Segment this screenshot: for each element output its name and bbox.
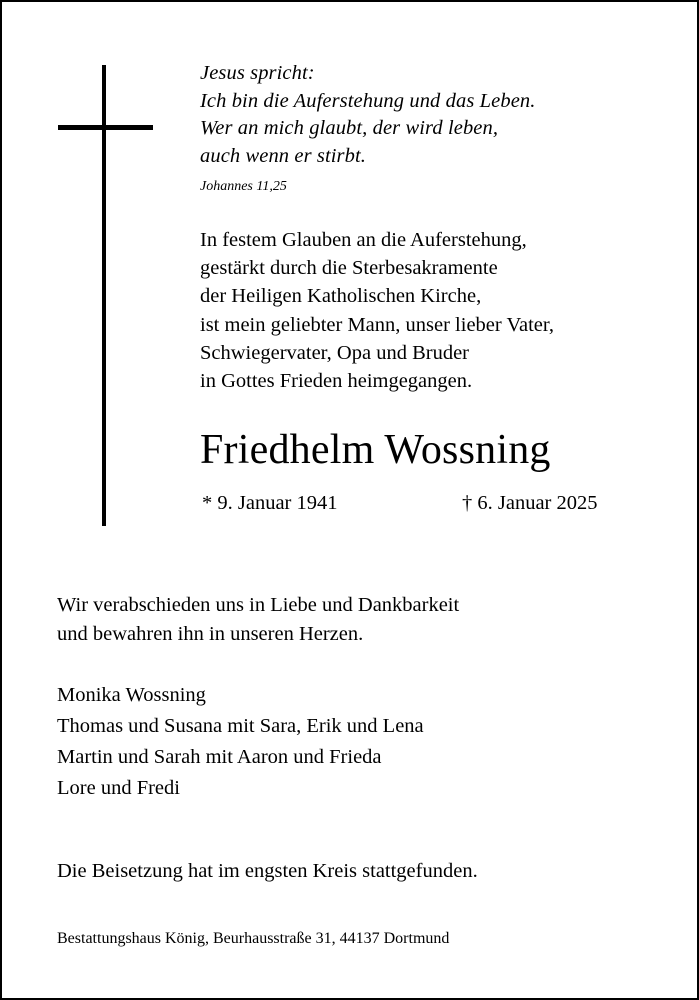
farewell-message — [57, 591, 657, 648]
faith-statement — [200, 226, 660, 395]
survivor-line: Thomas und Susana mit Sara, Erik und Lena — [57, 715, 424, 737]
life-dates — [200, 490, 660, 516]
upper-content-column — [200, 60, 660, 516]
farewell-line: Wir verabschieden uns in Liebe und Dankbarkeit — [57, 594, 460, 616]
cross-horizontal-bar — [58, 125, 153, 130]
lower-content-column — [57, 591, 657, 950]
scripture-line: auch wenn er stirbt. — [200, 144, 366, 167]
faith-statement-line: In festem Glauben an die Auferstehung, — [200, 229, 527, 251]
scripture-quote — [200, 60, 660, 170]
birth-date: * 9. Januar 1941 — [202, 492, 338, 515]
scripture-line: Wer an mich glaubt, der wird leben, — [200, 117, 499, 139]
survivor-line: Martin und Sarah mit Aaron und Frieda — [57, 746, 382, 768]
faith-statement-line: ist mein geliebter Mann, unser lieber Vater, — [200, 313, 555, 336]
scripture-citation: Johannes 11,25 — [200, 179, 287, 194]
deceased-name: Friedhelm Wossning — [200, 427, 551, 474]
funeral-home-info: Bestattungshaus König, Beurhausstraße 31, 44137 Dortmund — [57, 930, 450, 947]
faith-statement-line: Schwiegervater, Opa und Bruder — [200, 341, 470, 364]
survivors-list — [57, 680, 657, 804]
survivor-line: Lore und Fredi — [57, 777, 180, 799]
christian-cross-icon — [2, 2, 202, 562]
farewell-line: und bewahren ihn in unseren Herzen. — [57, 622, 364, 645]
scripture-line: Jesus spricht: — [200, 62, 315, 84]
faith-statement-line: der Heiligen Katholischen Kirche, — [200, 285, 482, 308]
faith-statement-line: in Gottes Frieden heimgegangen. — [200, 370, 473, 393]
scripture-line: Ich bin die Auferstehung und das Leben. — [200, 89, 536, 112]
faith-statement-line: gestärkt durch die Sterbesakramente — [200, 257, 498, 280]
survivor-line: Monika Wossning — [57, 684, 206, 706]
death-date: † 6. Januar 2025 — [462, 492, 598, 515]
burial-note: Die Beisetzung hat im engsten Kreis stattgefunden. — [57, 860, 478, 882]
cross-vertical-stem — [102, 65, 106, 526]
